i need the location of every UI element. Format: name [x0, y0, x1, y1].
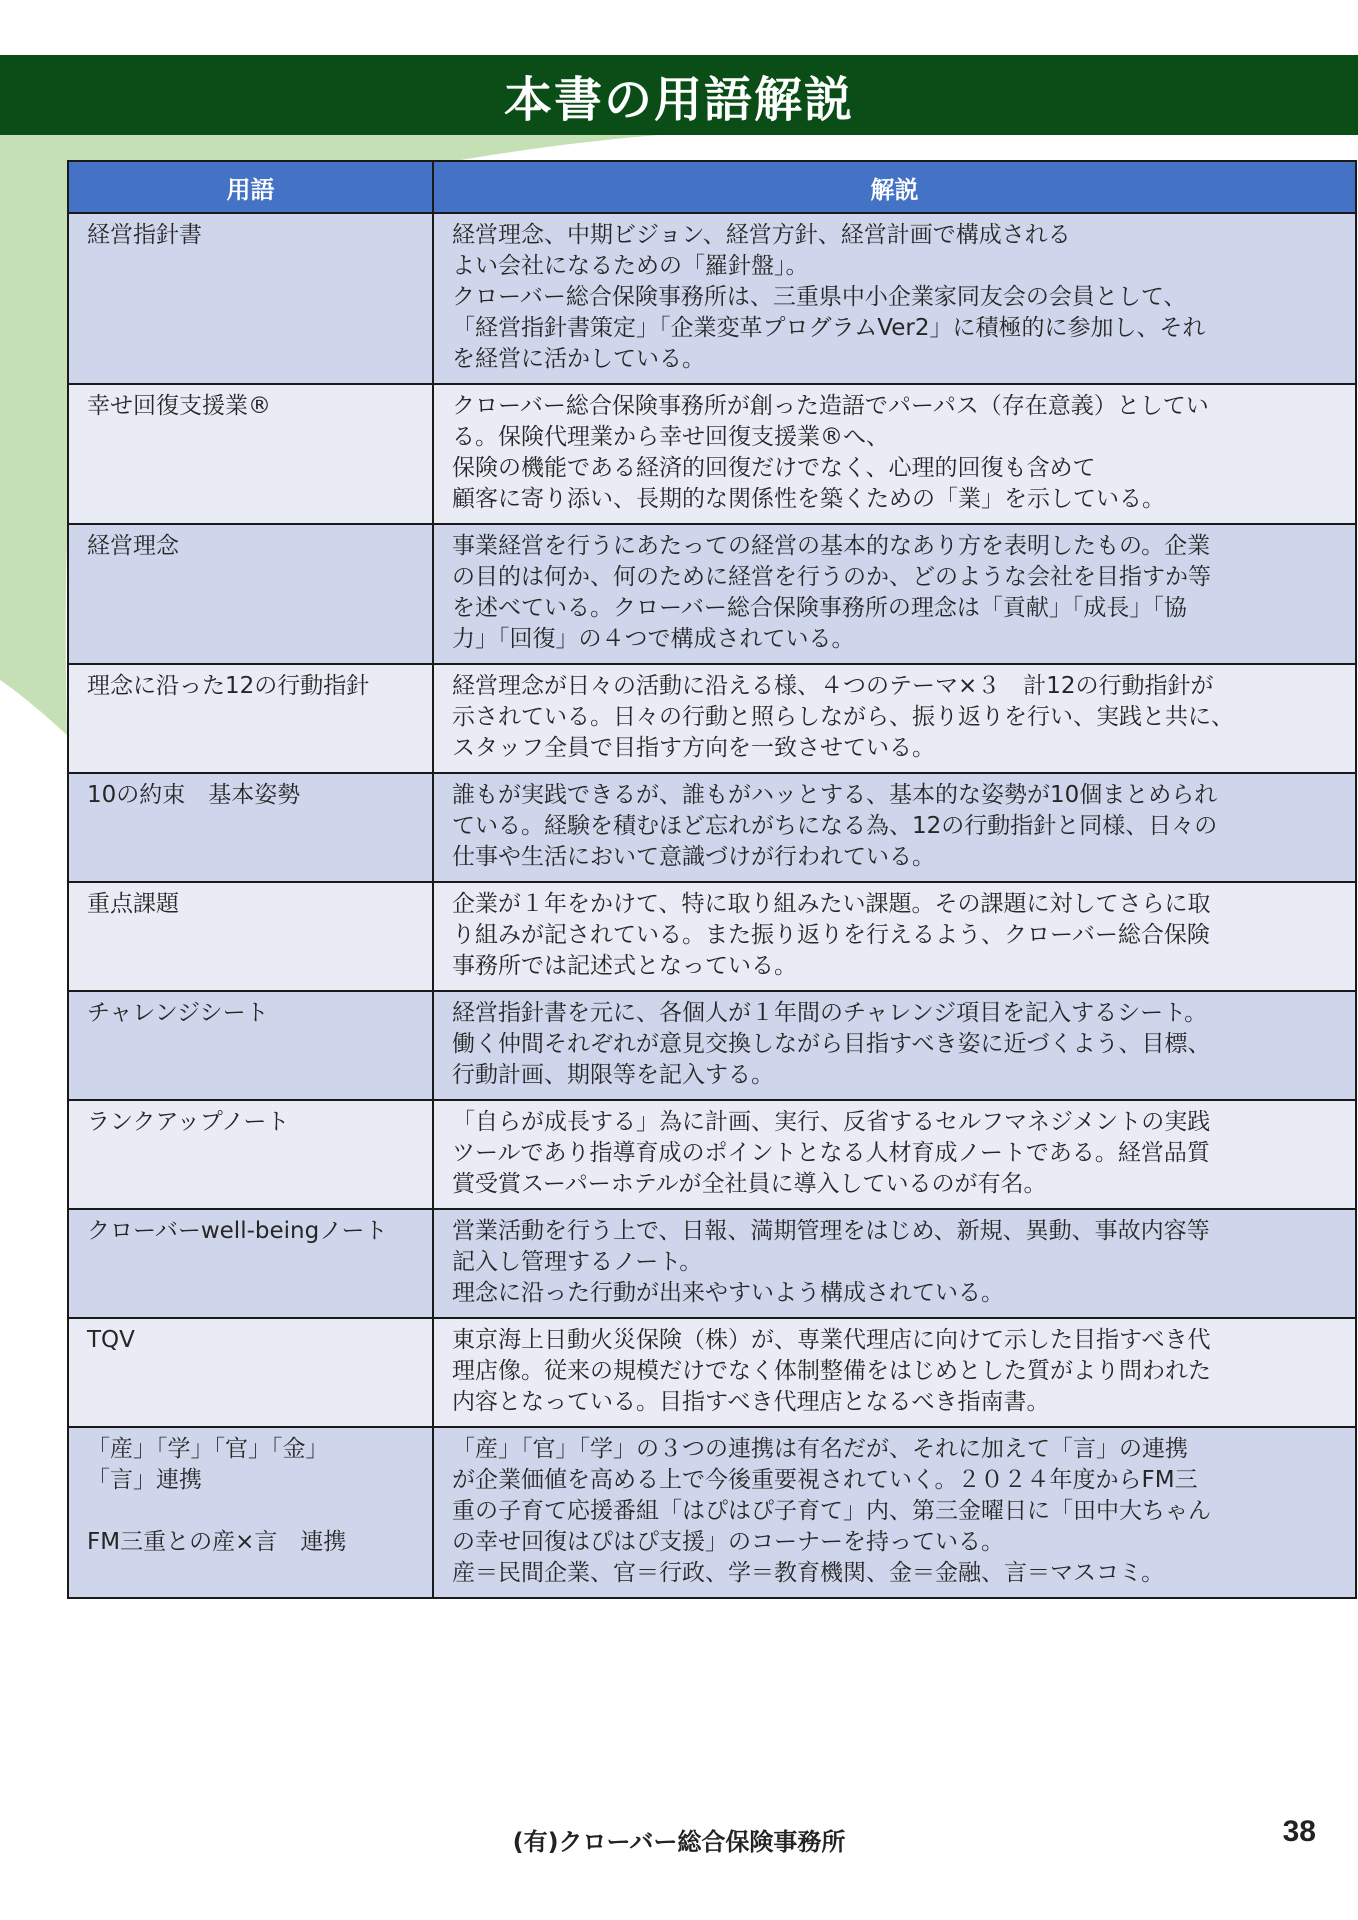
- term-cell: [68, 773, 433, 882]
- term-cell: [68, 524, 433, 664]
- term-line: 幸せ回復支援業®: [87, 393, 271, 419]
- description-line: 理念に沿った行動が出来やすいよう構成されている。: [452, 1280, 1004, 1306]
- table-row: [68, 1100, 1356, 1209]
- term-cell: [68, 213, 433, 384]
- description-cell: [433, 991, 1356, 1100]
- description-cell: [433, 882, 1356, 991]
- term-line: 「言」連携: [87, 1467, 202, 1493]
- term-cell: [68, 384, 433, 524]
- table-row: [68, 524, 1356, 664]
- term-line: [87, 1496, 418, 1527]
- table-row: [68, 991, 1356, 1100]
- footer-company-name: (有)クローバー総合保険事務所: [512, 1828, 846, 1856]
- description-cell: [433, 524, 1356, 664]
- description-line: 企業が１年をかけて、特に取り組みたい課題。その課題に対してさらに取: [452, 891, 1211, 917]
- title-bar: [0, 55, 1358, 135]
- term-cell: [68, 882, 433, 991]
- term-cell: [68, 1427, 433, 1598]
- description-line: 事業経営を行うにあたっての経営の基本的なあり方を表明したもの。企業: [452, 533, 1211, 559]
- description-line: ている。経験を積むほど忘れがちになる為、12の行動指針と同様、日々の: [452, 813, 1218, 839]
- description-line: 内容となっている。目指すべき代理店となるべき指南書。: [452, 1389, 1050, 1415]
- term-line: クローバーwell-beingノート: [87, 1218, 388, 1244]
- description-line: 営業活動を行う上で、日報、満期管理をはじめ、新規、異動、事故内容等: [452, 1218, 1210, 1244]
- description-line: を経営に活かしている。: [452, 346, 705, 372]
- term-cell: [68, 1209, 433, 1318]
- description-line: クローバー総合保険事務所は、三重県中小企業家同友会の会員として、: [452, 284, 1187, 310]
- description-cell: [433, 1100, 1356, 1209]
- table-row: [68, 664, 1356, 773]
- term-line: TQV: [87, 1327, 135, 1353]
- description-line: 記入し管理するノート。: [452, 1249, 703, 1275]
- term-cell: [68, 1100, 433, 1209]
- description-line: 産＝民間企業、官＝行政、学＝教育機関、金＝金融、言＝マスコミ。: [452, 1560, 1165, 1586]
- term-line: チャレンジシート: [87, 1000, 269, 1026]
- description-line: 顧客に寄り添い、長期的な関係性を築くための「業」を示している。: [452, 486, 1165, 512]
- description-line: スタッフ全員で目指す方向を一致させている。: [452, 735, 935, 761]
- table-row: [68, 1427, 1356, 1598]
- term-line: 重点課題: [87, 891, 179, 917]
- description-line: 仕事や生活において意識づけが行われている。: [452, 844, 935, 870]
- description-cell: [433, 384, 1356, 524]
- description-line: の目的は何か、何のために経営を行うのか、どのような会社を目指すか等: [452, 564, 1211, 590]
- description-line: 保険の機能である経済的回復だけでなく、心理的回復も含めて: [452, 455, 1096, 481]
- description-line: 行動計画、期限等を記入する。: [452, 1062, 774, 1088]
- description-line: 理店像。従来の規模だけでなく体制整備をはじめとした質がより問われた: [452, 1358, 1211, 1384]
- description-cell: [433, 664, 1356, 773]
- term-line: 経営理念: [87, 533, 179, 559]
- description-line: 経営理念が日々の活動に沿える様、４つのテーマ×３ 計12の行動指針が: [452, 673, 1214, 699]
- description-line: 「産」「官」「学」の３つの連携は有名だが、それに加えて「言」の連携: [452, 1436, 1188, 1462]
- table-row: [68, 1318, 1356, 1427]
- description-line: 経営指針書を元に、各個人が１年間のチャレンジ項目を記入するシート。: [452, 1000, 1208, 1026]
- description-line: る。保険代理業から幸せ回復支援業®へ、: [452, 424, 889, 450]
- glossary-table: [67, 160, 1357, 1599]
- description-line: 示されている。日々の行動と照らしながら、振り返りを行い、実践と共に、: [452, 704, 1234, 730]
- description-line: 経営理念、中期ビジョン、経営方針、経営計画で構成される: [452, 222, 1071, 248]
- term-line: 「産」「学」「官」「金」: [87, 1436, 329, 1462]
- description-line: を述べている。クローバー総合保険事務所の理念は「貢献」「成長」「協: [452, 595, 1187, 621]
- description-line: 誰もが実践できるが、誰もがハッとする、基本的な姿勢が10個まとめられ: [452, 782, 1218, 808]
- description-line: 東京海上日動火災保険（株）が、専業代理店に向けて示した目指すべき代: [452, 1327, 1211, 1353]
- term-line: 理念に沿った12の行動指針: [87, 673, 370, 699]
- description-line: 事務所では記述式となっている。: [452, 953, 797, 979]
- description-line: が企業価値を高める上で今後重要視されていく。２０２４年度からFM三: [452, 1467, 1198, 1493]
- term-cell: [68, 1318, 433, 1427]
- table-header-row: [68, 161, 1356, 213]
- description-cell: [433, 773, 1356, 882]
- description-line: 賞受賞スーパーホテルが全社員に導入しているのが有名。: [452, 1171, 1047, 1197]
- description-cell: [433, 1427, 1356, 1598]
- term-line: FM三重との産×言 連携: [87, 1529, 347, 1555]
- description-line: 「経営指針書策定」「企業変革プログラムVer2」に積極的に参加し、それ: [452, 315, 1206, 341]
- page-title: 本書の用語解説: [503, 71, 854, 128]
- description-line: 「自らが成長する」為に計画、実行、反省するセルフマネジメントの実践: [452, 1109, 1211, 1135]
- description-cell: [433, 1209, 1356, 1318]
- header-term: 用語: [68, 161, 433, 213]
- glossary-body: [68, 213, 1356, 1598]
- description-cell: [433, 213, 1356, 384]
- table-row: [68, 213, 1356, 384]
- description-line: よい会社になるための「羅針盤」。: [452, 253, 809, 279]
- table-row: [68, 384, 1356, 524]
- table-row: [68, 882, 1356, 991]
- description-line: 働く仲間それぞれが意見交換しながら目指すべき姿に近づくよう、目標、: [452, 1031, 1211, 1057]
- term-cell: [68, 991, 433, 1100]
- description-line: り組みが記されている。また振り返りを行えるよう、クローバー総合保険: [452, 922, 1210, 948]
- description-line: ツールであり指導育成のポイントとなる人材育成ノートである。経営品質: [452, 1140, 1210, 1166]
- page-number: 38: [1282, 1815, 1316, 1848]
- description-line: 重の子育て応援番組「はぴはぴ子育て」内、第三金曜日に「田中大ちゃん: [452, 1498, 1211, 1524]
- term-cell: [68, 664, 433, 773]
- description-line: の幸せ回復はぴはぴ支援」のコーナーを持っている。: [452, 1529, 1004, 1555]
- table-row: [68, 773, 1356, 882]
- header-description: 解説: [433, 161, 1356, 213]
- term-line: 10の約束 基本姿勢: [87, 782, 301, 808]
- description-line: 力」「回復」の４つで構成されている。: [452, 626, 855, 652]
- description-cell: [433, 1318, 1356, 1427]
- term-line: ランクアップノート: [87, 1109, 290, 1135]
- term-line: 経営指針書: [87, 222, 202, 248]
- table-row: [68, 1209, 1356, 1318]
- description-line: クローバー総合保険事務所が創った造語でパーパス（存在意義）としてい: [452, 393, 1209, 419]
